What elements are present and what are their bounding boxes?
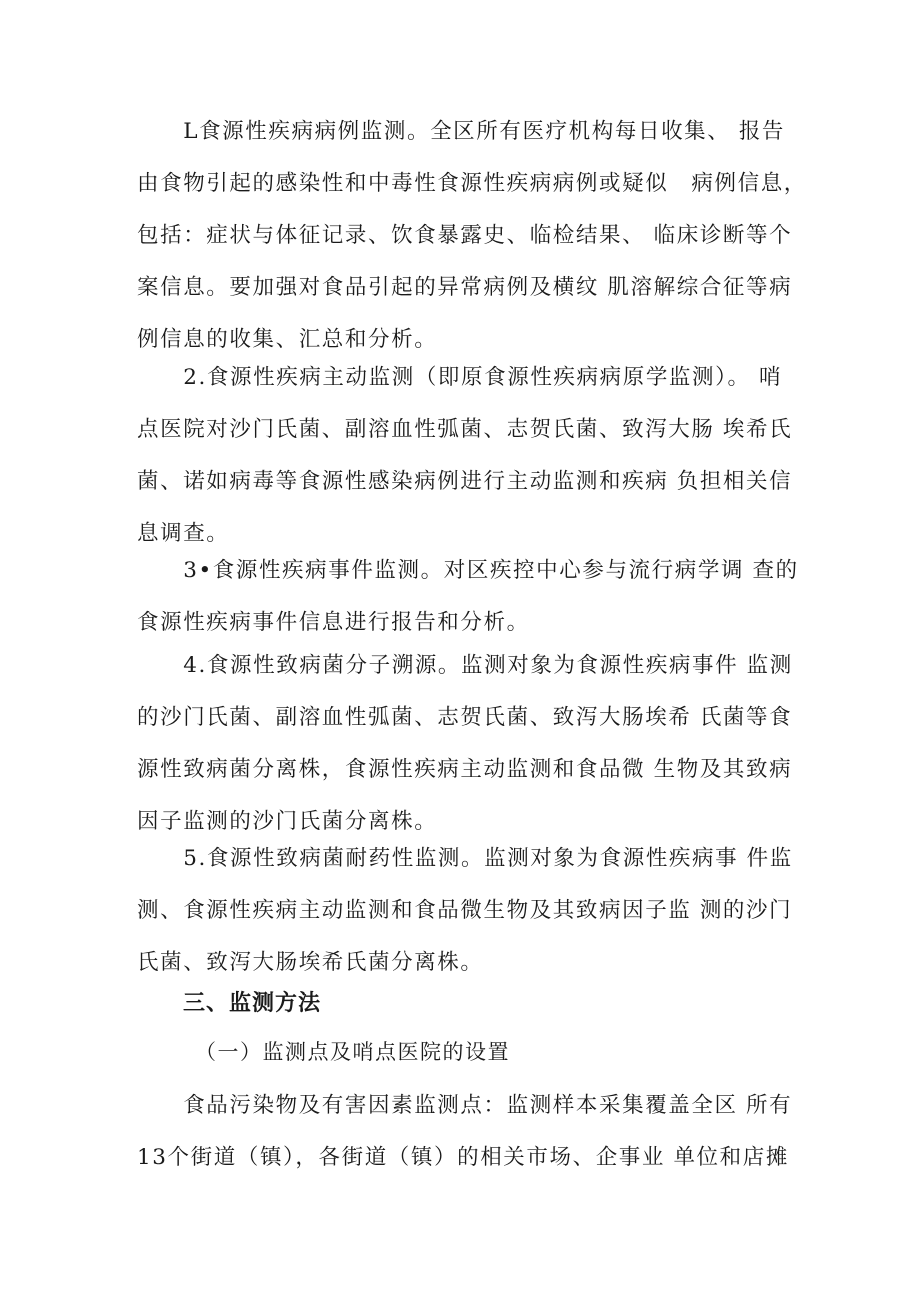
text-line: 测、食源性疾病主动监测和食品微生物及其致病因子监 测的沙门 [137, 898, 793, 923]
text-line: 3•食源性疾病事件监测。对区疾控中心参与流行病学调 查的 [137, 558, 799, 583]
text-line: 源性致病菌分离株，食源性疾病主动监测和食品微 生物及其致病 [137, 757, 793, 782]
sub-heading: （一）监测点及哨点医院的设置 [195, 1040, 510, 1064]
section-heading: 三、监测方法 [183, 991, 322, 1016]
text-line: 氏菌、致泻大肠埃希氏菌分离株。 [137, 950, 484, 975]
text-line: 4.食源性致病菌分子溯源。监测对象为食源性疾病事件 监测 [137, 653, 793, 678]
paragraph-molecular-tracing [137, 640, 797, 848]
paragraph-active-monitoring [137, 352, 797, 560]
text-line: L食源性疾病病例监测。全区所有医疗机构每日收集、 报告 [137, 119, 786, 144]
text-line: 13个街道（镇），各街道（镇）的相关市场、企事业 单位和店摊 [137, 1145, 789, 1170]
paragraph-resistance-monitoring [137, 833, 797, 989]
text-line: 息调查。 [137, 521, 230, 546]
text-line: 的沙门氏菌、副溶血性弧菌、志贺氏菌、致泻大肠埃希 氏菌等食 [137, 705, 793, 730]
paragraph-case-monitoring [137, 106, 807, 366]
text-line: 菌、诺如病毒等食源性感染病例进行主动监测和疾病 负担相关信 [137, 469, 793, 494]
text-line: 案信息。要加强对食品引起的异常病例及横纹 肌溶解综合征等病 [137, 275, 793, 300]
text-line: 食品污染物及有害因素监测点：监测样本采集覆盖全区 所有 [137, 1093, 793, 1118]
text-line: 包括：症状与体征记录、饮食暴露史、临检结果、 临床诊断等个 [137, 223, 793, 248]
paragraph-event-monitoring [137, 545, 797, 649]
text-line: 由食物引起的感染性和中毒性食源性疾病病例或疑似 病例信息， [137, 171, 807, 196]
text-line: 因子监测的沙门氏菌分离株。 [137, 809, 438, 834]
text-line: 点医院对沙门氏菌、副溶血性弧菌、志贺氏菌、致泻大肠 埃希氏 [137, 417, 793, 442]
text-line: 2.食源性疾病主动监测（即原食源性疾病病原学监测）。 哨 [137, 365, 783, 390]
text-line: 5.食源性致病菌耐药性监测。监测对象为食源性疾病事 件监 [137, 846, 793, 871]
text-line: 例信息的收集、汇总和分析。 [137, 327, 438, 352]
paragraph-monitoring-points [137, 1080, 797, 1184]
text-line: 食源性疾病事件信息进行报告和分析。 [137, 610, 530, 635]
